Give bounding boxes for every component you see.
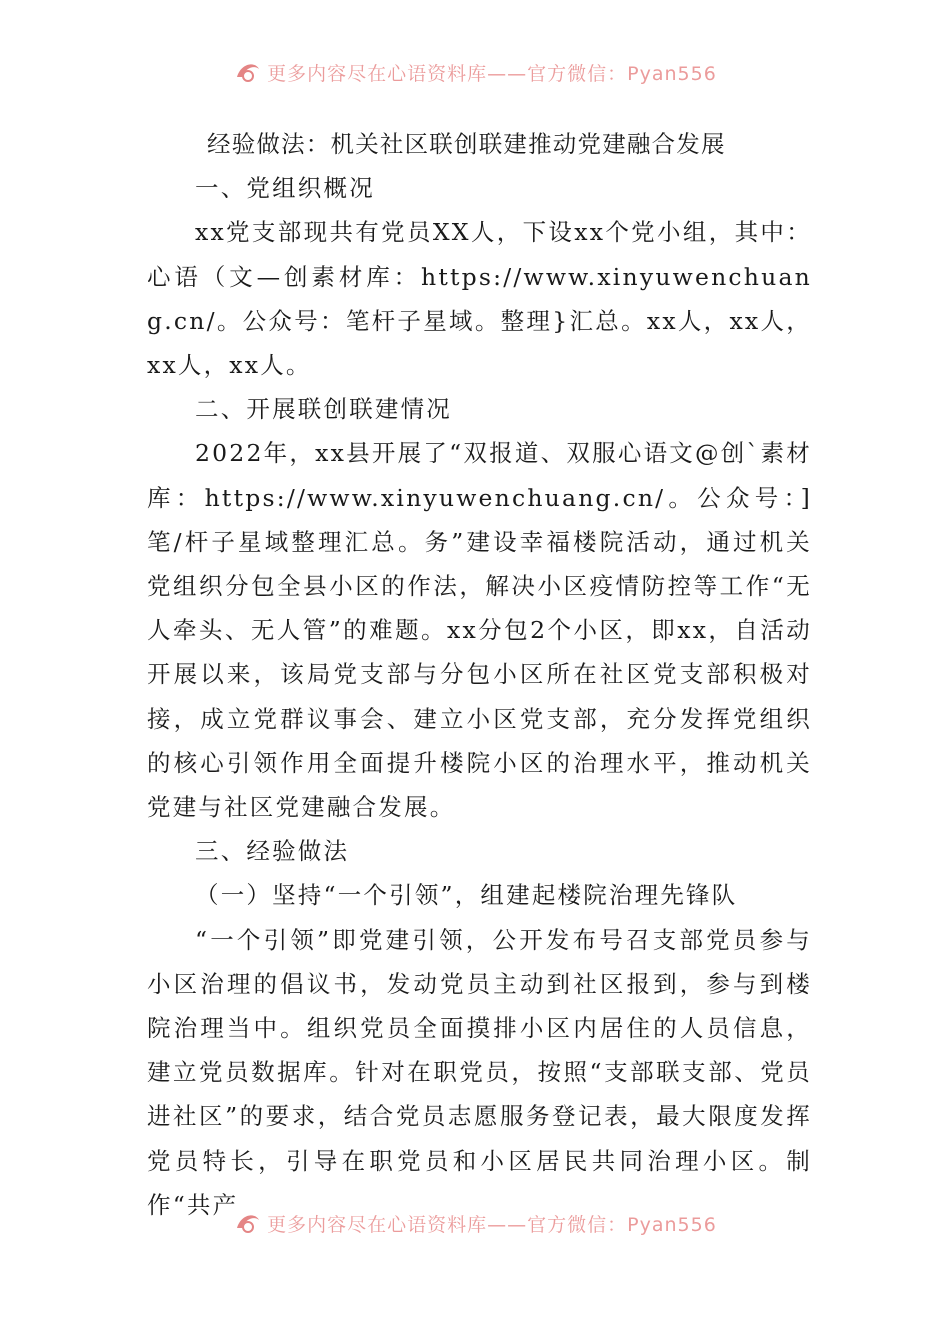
watermark-logo-icon (233, 59, 263, 85)
watermark-footer (0, 1206, 950, 1240)
watermark-text: 更多内容尽在心语资料库——官方微信：Pyan556 (267, 62, 717, 85)
watermark-text: 更多内容尽在心语资料库——官方微信：Pyan556 (267, 1213, 717, 1236)
section-heading-1: 一、党组织概况 (195, 174, 375, 203)
paragraph-2: 2022年，xx县开展了“双报道、双服心语文@创`素材库：https://www.xinyuwenchuang.cn/。公众号：]笔/杆子星域整理汇总。务”建设幸福楼院活动，通过机关党组织分包全县小区的作法，解决小区疫情防控等工作“无人牵头、无人管”的难题。xx分包2个小区，即xx，自活动开展以来，该局党支部与分包小区所在社区党支部积极对接，成立党群议事会、建立小区党支部，充分发挥党组织的核心引领作用全面提升楼院小区的治理水平，推动机关党建与社区党建融合发展。 (147, 439, 812, 822)
section-heading-2: 二、开展联创联建情况 (195, 395, 452, 424)
paragraph-3: “一个引领”即党建引领，公开发布号召支部党员参与小区治理的倡议书，发动党员主动到社区报到，参与到楼院治理当中。组织党员全面摸排小区内居住的人员信息，建立党员数据库。针对在职党员，按照“支部联支部、党员进社区”的要求，结合党员志愿服务登记表，最大限度发挥党员特长，引导在职党员和小区居民共同治理小区。制作“共产 (147, 925, 812, 1219)
section-heading-3: 三、经验做法 (195, 837, 350, 866)
document-body (147, 122, 812, 1227)
watermark-header (0, 55, 950, 89)
paragraph-1: xx党支部现共有党员XX人，下设xx个党小组，其中：心语（文—创素材库：https://www.xinyuwenchuang.cn/。公众号：笔杆子星域。整理}汇总。xx人，xx人，xx人，xx人。 (147, 218, 812, 380)
subsection-heading-1: （一）坚持“一个引领”，组建起楼院治理先锋队 (195, 881, 738, 910)
document-title: 经验做法：机关社区联创联建推动党建融合发展 (207, 130, 726, 158)
watermark-logo-icon (233, 1210, 263, 1236)
